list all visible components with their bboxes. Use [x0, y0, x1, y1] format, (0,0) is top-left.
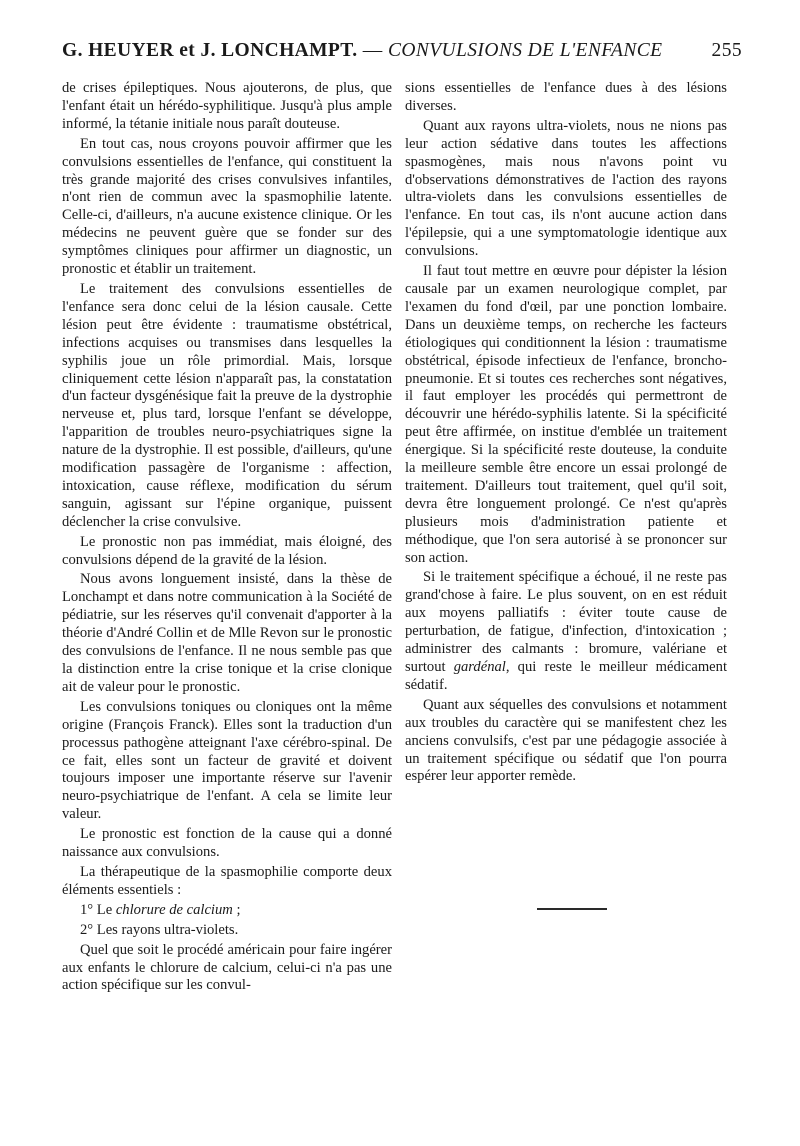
paragraph: [405, 569, 727, 694]
list-item: [62, 902, 392, 920]
paragraph: Le pronostic non pas immédiat, mais éloigné, des convulsions dépend de la gravité de la lésion.: [62, 533, 392, 568]
drug-name: gardénal: [453, 659, 506, 675]
paragraph: sions essentielles de l'enfance dues à des lésions diverses.: [405, 80, 727, 114]
paragraph: Il faut tout mettre en œuvre pour dépister la lésion causale par un examen neurologique complet, par l'examen du fond d'œil, par une ponction lombaire. Dans un deuxième temps, on recherche les facteurs étiologiques qui conditionnent la lésion : traumatisme obstétrical, épisode infectieux de l'enfance, broncho-pneumonie. Et si toutes ces recherches sont négatives, il faut employer les procédés qui permettront de découvrir une hérédo-syphilis latente. Si la spécificité peut être affirmée, on institue d'emblée un traitement énergique. Si la spécificité reste douteuse, la conduite la meilleure semble être encore un essai prolongé de traitement. D'ailleurs tout traitement, quel qu'il soit, devra être longuement prolongé. Ce n'est qu'après plusieurs mois d'administration patiente et méthodique, que l'on sera autorisé à se prononcer sur son action.: [405, 263, 727, 566]
page-number: 255: [711, 40, 742, 61]
paragraph: Le pronostic est fonction de la cause qui a donné naissance aux convulsions.: [62, 826, 392, 861]
list-item: 2° Les rayons ultra-violets.: [80, 921, 239, 938]
paragraph-text: , qui reste le meilleur médicament sédatif.: [405, 659, 727, 693]
running-head: [62, 40, 742, 62]
header-authors: G. HEUYER et J. LONCHAMPT.: [62, 40, 358, 61]
paragraph: Quel que soit le procédé américain pour faire ingérer aux enfants le chlorure de calcium, celui-ci n'a pas une action spécifique sur les convul-: [62, 941, 392, 994]
paragraph: de crises épileptiques. Nous ajouterons, de plus, que l'enfant était un hérédo-syphilitique. Jusqu'à plus ample informé, la tétanie initiale nous paraît douteuse.: [62, 80, 392, 132]
header-title: CONVULSIONS DE L'ENFANCE: [387, 40, 663, 61]
header-dash: —: [362, 40, 383, 61]
list-item-emphasis: chlorure de calcium: [115, 901, 233, 918]
right-column: [405, 80, 727, 788]
paragraph-text: Si le traitement spécifique a échoué, il ne reste pas grand'chose à faire. Le plus souvent, on en est réduit aux moyens palliatifs : éviter toute cause de perturbation, de fatigue, d'infection, d'intoxication ; administrer des calmants : bromure, valériane et surtout: [405, 569, 727, 675]
left-column: [62, 80, 392, 997]
end-rule: [537, 908, 607, 910]
list-item-prefix: 1° Le: [80, 901, 116, 918]
paragraph: Nous avons longuement insisté, dans la thèse de Lonchampt et dans notre communication à la Société de pédiatrie, sur les réserves qu'il convenait d'apporter à la théorie d'André Collin et de Mlle Revon sur le pronostic des convulsions de l'enfance. Il ne nous semble pas que la distinction entre la crise tonique et la crise clonique ait de valeur pour le pronostic.: [62, 571, 392, 695]
paragraph: Les convulsions toniques ou cloniques ont la même origine (François Franck). Elles sont la traduction d'un processus pathogène atteignant l'axe cérébro-spinal. De ce fait, elles sont un facteur de gravité et doivent toujours imposer une importante réserve sur l'avenir neuro-psychiatrique de l'enfant. A cela se limite leur valeur.: [62, 698, 392, 823]
paragraph: Quant aux rayons ultra-violets, nous ne nions pas leur action sédative dans toutes les affections spasmogènes, mais nous n'avons point vu d'observations démonstratives de l'action des rayons ultra-violets dans les convulsions essentielles de l'enfance. En tout cas, ils n'ont aucune action dans l'épilepsie, qui a une symptomatologie identique aux convulsions.: [405, 117, 727, 260]
paragraph: La thérapeutique de la spasmophilie comporte deux éléments essentiels :: [62, 863, 392, 898]
list-item-suffix: ;: [232, 901, 241, 918]
paragraph: En tout cas, nous croyons pouvoir affirmer que les convulsions essentielles de l'enfance, qui constituent la très grande majorité des crises convulsives infantiles, n'ont rien de commun avec la spasmophilie latente. Celle-ci, d'ailleurs, n'a aucune existence clinique. Or les médecins ne peuvent guère que se fonder sur des symptômes cliniques pour affirmer un diagnostic, un pronostic et établir un traitement.: [62, 135, 392, 278]
paragraph: Quant aux séquelles des convulsions et notamment aux troubles du caractère qui se manifestent chez les anciens convulsifs, c'est par une pédagogie associée à un traitement spécifique ou sédatif que l'on pourra espérer leur apporter remède.: [405, 696, 727, 785]
paragraph: Le traitement des convulsions essentielles de l'enfance sera donc celui de la lésion causale. Cette lésion peut être évidente : traumatisme obstétrical, infections acquises ou transmises dans lesquelles la syphilis joue un rôle primordial. Mais, lorsque cliniquement cette lésion n'apparaît pas, la constatation d'un facteur dysgénésique fait la preuve de la dystrophie nerveuse et, plus tard, lorsque l'enfant se développe, l'apparition de troubles neuro-psychiatriques signe la nature de la dystrophie. Il est possible, d'ailleurs, qu'une modification passagère de l'organisme : affection, intoxication, cause réflexe, modification du sérum sanguin, agissant sur l'épine organique, puissent déclencher la crise convulsive.: [62, 280, 392, 530]
